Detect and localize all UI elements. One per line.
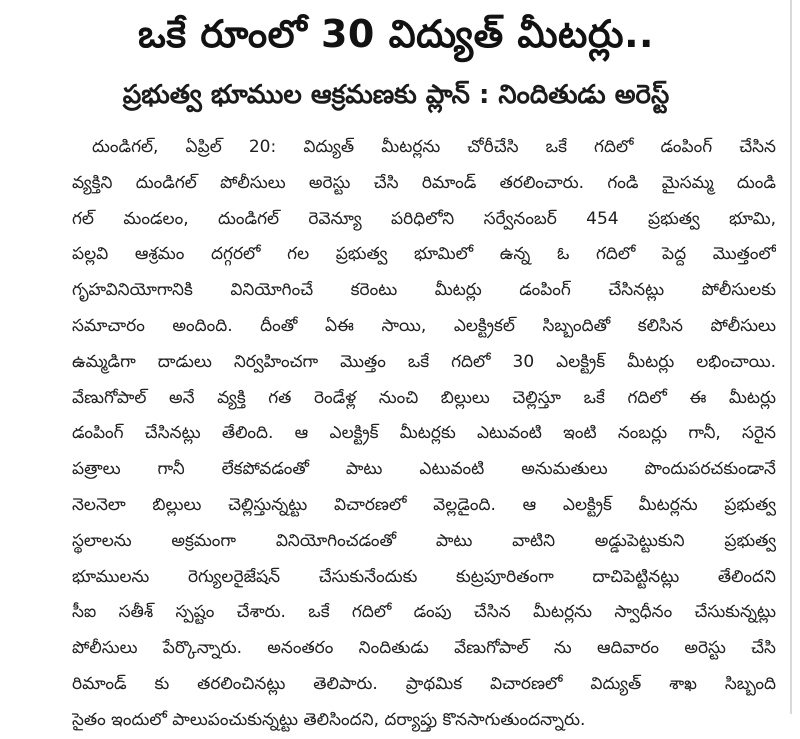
article-line: గల్ మండలం, దుండిగల్ రెవెన్యూ పరిధిలోని సర్వేనంబర్ 454 ప్రభుత్వ భూమి, (72, 208, 776, 229)
article-line: భూములను రెగ్యులరైజేషన్ చేసుకునేందుకు కుట్రపూరితంగా దాచిపెట్టినట్లు తేలిందని (72, 566, 776, 587)
article-line: వేణుగోపాల్ అనే వ్యక్తి గత రెండేళ్ల నుంచి బిల్లులు చెల్లిస్తూ ఒకే గదిలో ఈ మీటర్లు (72, 387, 776, 408)
clipping-edge-divider (790, 0, 792, 714)
headline: ఒకే రూంలో 30 విద్యుత్ మీటర్లు.. (138, 12, 654, 56)
article-line: పత్రాలు గానీ లేకపోవడంతో పాటు ఎటువంటి అనుమతులు పొందుపరచకుండానే (72, 459, 776, 480)
article-line: స్థలాలను అక్రమంగా వినియోగించడంతో పాటు వాటిని అడ్డుపెట్టుకుని ప్రభుత్వ (72, 530, 776, 551)
subheadline: ప్రభుత్వ భూముల ఆక్రమణకు ప్లాన్ : నిందితుడు అరెస్ట్ (122, 80, 670, 110)
article-line: ఉమ్మడిగా దాడులు నిర్వహించగా మొత్తం ఒకే గదిలో 30 ఎలక్ట్రిక్ మీటర్లు లభించాయి. (72, 351, 776, 372)
article-body (72, 130, 776, 739)
article-line: దుండిగల్, ఏప్రిల్ 20: విద్యుత్ మీటర్లను చోరీచేసి ఒకే గదిలో డంపింగ్ చేసిన (92, 137, 776, 157)
article-line: డంపింగ్ చేసినట్లు తేలింది. ఆ ఎలక్ట్రిక్ మీటర్లకు ఎటువంటి ఇంటి నంబర్లు గానీ, సరైన (72, 423, 776, 444)
article-line: పల్లవి ఆశ్రమం దగ్గరలో గల ప్రభుత్వ భూమిలో ఉన్న ఓ గదిలో పెద్ద మొత్తంలో (72, 244, 776, 265)
article-line: సీఐ సతీశ్ స్పష్టం చేశారు. ఒకే గదిలో డంపు చేసిన మీటర్లను స్వాధీనం చేసుకున్నట్లు (72, 602, 776, 623)
article-line: వ్యక్తిని దుండిగల్ పోలీసులు అరెస్టు చేసి రిమాండ్ తరలించారు. గండి మైసమ్మ దుండి (72, 172, 776, 193)
article-line: గృహవినియోగానికి వినియోగించే కరెంటు మీటర్లు డంపింగ్ చేసినట్లు పోలీసులకు (72, 280, 776, 301)
article-line: రిమాండ్ కు తరలించినట్లు తెలిపారు. ప్రాథమిక విచారణలో విద్యుత్ శాఖ సిబ్బంది (72, 673, 776, 694)
article-line: సైతం ఇందులో పాలుపంచుకున్నట్టు తెలిసిందని, దర్యాప్తు కొనసాగుతుందన్నారు. (72, 709, 586, 730)
article-line: నెలనెలా బిల్లులు చెల్లిస్తున్నట్టు విచారణలో వెల్లడైంది. ఆ ఎలక్ట్రిక్ మీటర్లను ప్రభుత్వ (72, 494, 776, 515)
article-line: సమాచారం అందింది. దీంతో ఏఈ సాయి, ఎలక్ట్రికల్ సిబ్బందితో కలిసిన పోలీసులు (72, 315, 776, 336)
article-line: పోలీసులు పేర్కొన్నారు. అనంతరం నిందితుడు వేణుగోపాల్ ను ఆదివారం అరెస్టు చేసి (72, 638, 776, 659)
